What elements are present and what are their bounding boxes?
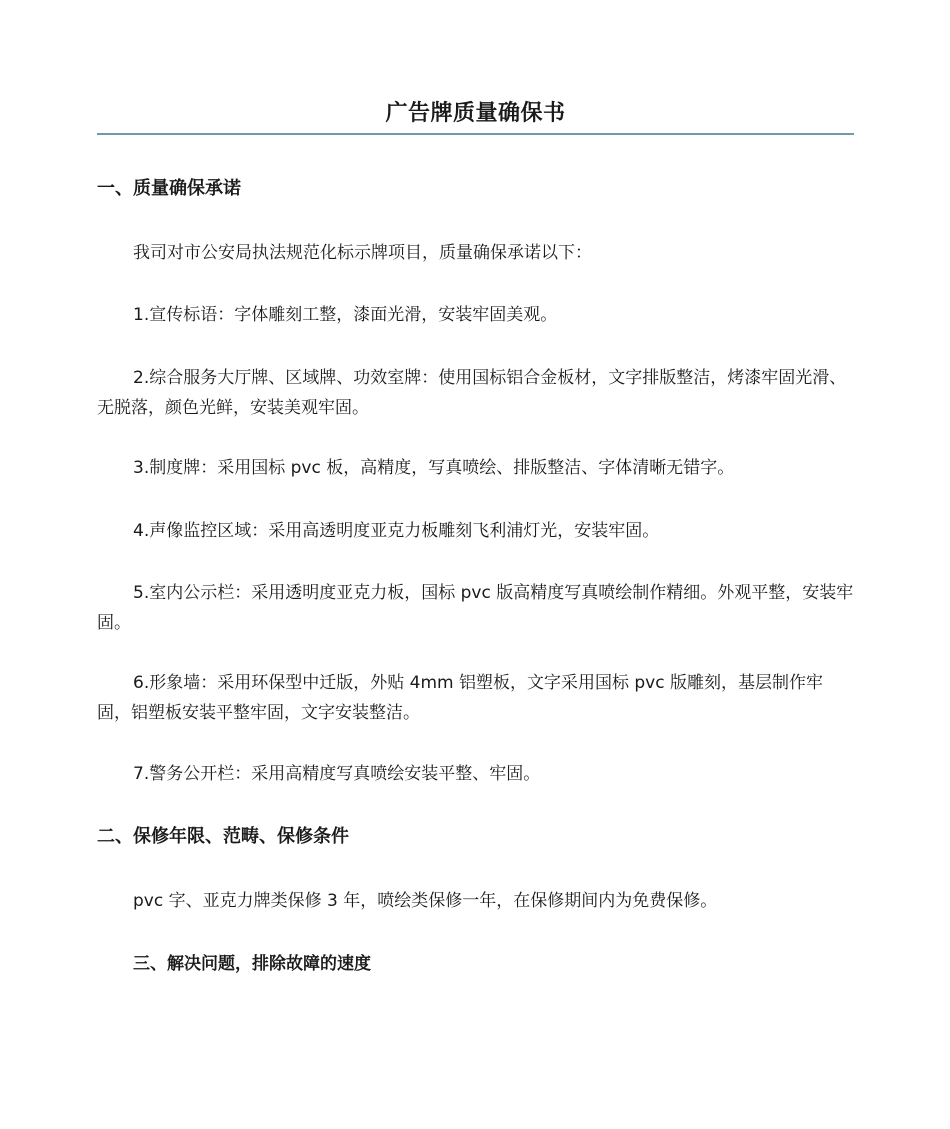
section-2-heading: 二、保修年限、范畴、保修条件 bbox=[97, 826, 349, 847]
section-1-heading: 一、质量确保承诺 bbox=[97, 178, 241, 199]
section-2-body: pvc 字、亚克力牌类保修 3 年，喷绘类保修一年，在保修期间内为免费保修。 bbox=[133, 891, 718, 911]
commitment-item-7: 7.警务公开栏：采用高精度写真喷绘安装平整、牢固。 bbox=[133, 764, 541, 784]
commitment-item-5: 5.室内公示栏：采用透明度亚克力板，国标 pvc 版高精度写真喷绘制作精细。外观平整，安装牢固。 bbox=[97, 583, 854, 633]
commitment-item-1: 1.宣传标语：字体雕刻工整，漆面光滑，安装牢固美观。 bbox=[133, 305, 558, 325]
document-title: 广告牌质量确保书 bbox=[385, 101, 566, 126]
section-3-heading: 三、解决问题，排除故障的速度 bbox=[133, 954, 371, 974]
commitment-item-2: 2.综合服务大厅牌、区域牌、功效室牌：使用国标铝合金板材，文字排版整洁，烤漆牢固光滑、无脱落，颜色光鲜，安装美观牢固。 bbox=[97, 368, 847, 418]
title-divider bbox=[97, 133, 854, 135]
commitment-item-6: 6.形象墙：采用环保型中迁版，外贴 4mm 铝塑板，文字采用国标 pvc 版雕刻，基层制作牢固，铝塑板安装平整牢固，文字安装整洁。 bbox=[97, 673, 823, 723]
commitment-item-4: 4.声像监控区域：采用高透明度亚克力板雕刻飞利浦灯光，安装牢固。 bbox=[133, 521, 660, 541]
commitment-item-3: 3.制度牌：采用国标 pvc 板，高精度，写真喷绘、排版整洁、字体清晰无错字。 bbox=[133, 458, 735, 478]
section-1-intro: 我司对市公安局执法规范化标示牌项目，质量确保承诺以下： bbox=[133, 243, 592, 263]
